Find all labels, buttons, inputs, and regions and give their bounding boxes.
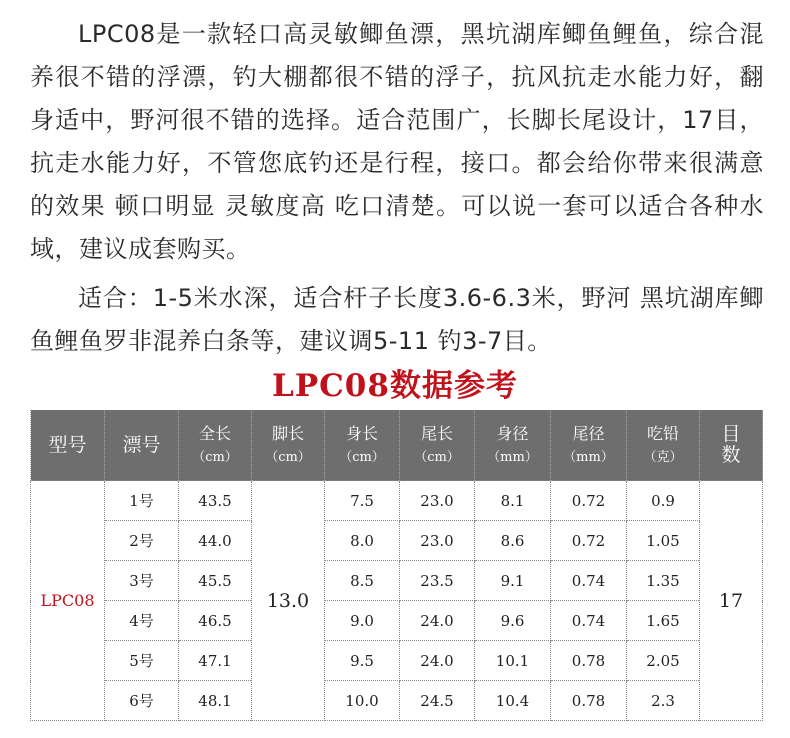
float-no-cell: 6号	[105, 681, 179, 721]
header-model: 型号	[31, 410, 105, 481]
header-body-diameter: 身径 （mm）	[475, 410, 551, 481]
body-length-cell: 9.0	[325, 601, 400, 641]
float-no-cell: 5号	[105, 641, 179, 681]
body-diameter-cell: 8.6	[475, 521, 551, 561]
header-foot-length: 脚长 （cm）	[252, 410, 325, 481]
foot-length-cell: 13.0	[252, 481, 325, 721]
tail-length-cell: 23.0	[400, 521, 475, 561]
table-row	[31, 561, 763, 601]
header-float-no: 漂号	[105, 410, 179, 481]
eyes-cell: 17	[700, 481, 763, 721]
tail-diameter-cell: 0.72	[551, 481, 627, 521]
body-diameter-cell: 10.1	[475, 641, 551, 681]
table-row	[31, 641, 763, 681]
tail-length-cell: 24.5	[400, 681, 475, 721]
body-diameter-cell: 8.1	[475, 481, 551, 521]
tail-length-cell: 24.0	[400, 601, 475, 641]
header-body-length: 身长 （cm）	[325, 410, 400, 481]
body-diameter-cell: 10.4	[475, 681, 551, 721]
table-title: LPC08数据参考	[272, 368, 518, 404]
tail-diameter-cell: 0.78	[551, 641, 627, 681]
tail-length-cell: 24.0	[400, 641, 475, 681]
header-total-length: 全长 （cm）	[179, 410, 252, 481]
spec-table	[30, 410, 763, 721]
lead-cell: 0.9	[627, 481, 700, 521]
total-length-cell: 48.1	[179, 681, 252, 721]
lead-cell: 1.65	[627, 601, 700, 641]
lead-cell: 1.35	[627, 561, 700, 601]
table-row	[31, 601, 763, 641]
lead-cell: 2.3	[627, 681, 700, 721]
suitable-paragraph: 适合：1-5米水深，适合杆子长度3.6-6.3米，野河 黑坑湖库鲫鱼鲤鱼罗非混养白条等，建议调5-11 钓3-7目。	[30, 284, 764, 355]
body-diameter-cell: 9.1	[475, 561, 551, 601]
total-length-cell: 47.1	[179, 641, 252, 681]
model-cell: LPC08	[31, 481, 105, 721]
header-eyes: 目数	[700, 410, 763, 481]
tail-length-cell: 23.0	[400, 481, 475, 521]
float-no-cell: 1号	[105, 481, 179, 521]
tail-diameter-cell: 0.78	[551, 681, 627, 721]
table-row	[31, 681, 763, 721]
float-no-cell: 3号	[105, 561, 179, 601]
header-tail-diameter: 尾径 （mm）	[551, 410, 627, 481]
tail-diameter-cell: 0.74	[551, 601, 627, 641]
tail-diameter-cell: 0.74	[551, 561, 627, 601]
table-row	[31, 481, 763, 521]
total-length-cell: 45.5	[179, 561, 252, 601]
body-length-cell: 9.5	[325, 641, 400, 681]
body-length-cell: 7.5	[325, 481, 400, 521]
body-length-cell: 10.0	[325, 681, 400, 721]
lead-cell: 2.05	[627, 641, 700, 681]
table-row	[31, 521, 763, 561]
body-length-cell: 8.0	[325, 521, 400, 561]
total-length-cell: 46.5	[179, 601, 252, 641]
tail-diameter-cell: 0.72	[551, 521, 627, 561]
intro-paragraph: LPC08是一款轻口高灵敏鲫鱼漂，黑坑湖库鲫鱼鲤鱼，综合混养很不错的浮漂，钓大棚都很不错的浮子，抗风抗走水能力好，翻身适中，野河很不错的选择。适合范围广，长脚长尾设计，17目，抗走水能力好，不管您底钓还是行程，接口。都会给你带来很满意的效果 顿口明显 灵敏度高 吃口清楚。可以说一套可以适合各种水域，建议成套购买。	[30, 20, 764, 263]
float-no-cell: 4号	[105, 601, 179, 641]
total-length-cell: 43.5	[179, 481, 252, 521]
body-length-cell: 8.5	[325, 561, 400, 601]
body-diameter-cell: 9.6	[475, 601, 551, 641]
lead-cell: 1.05	[627, 521, 700, 561]
float-no-cell: 2号	[105, 521, 179, 561]
header-tail-length: 尾长 （cm）	[400, 410, 475, 481]
tail-length-cell: 23.5	[400, 561, 475, 601]
total-length-cell: 44.0	[179, 521, 252, 561]
table-header-row	[31, 410, 763, 481]
header-lead: 吃铅 （克）	[627, 410, 700, 481]
